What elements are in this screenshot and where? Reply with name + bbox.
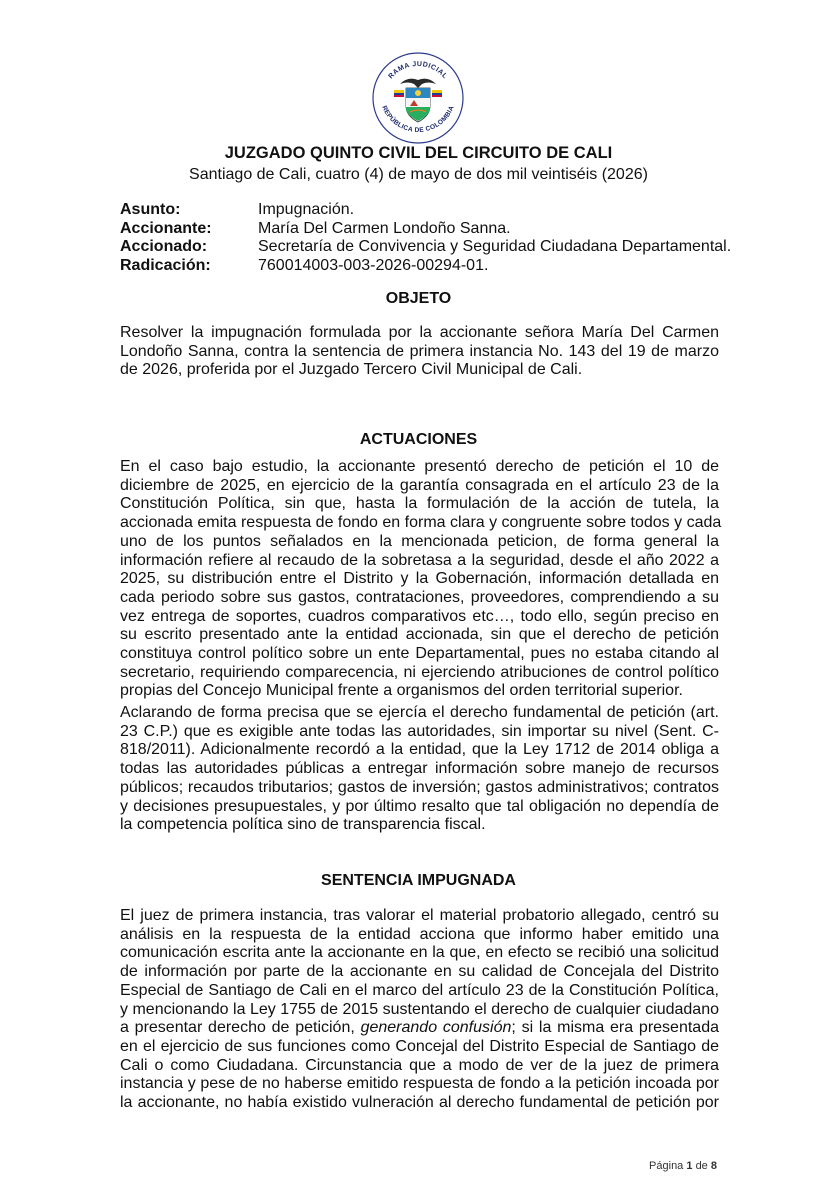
page-current: 1: [686, 1160, 693, 1172]
italic-emphasis: generando confusión: [360, 1019, 512, 1037]
text-line: constituya control político sobre un ente Departamental, pues no estaba citando al: [120, 645, 719, 663]
text-line: Aclarando de forma precisa que se ejercía el derecho fundamental de petición (art.: [120, 704, 719, 721]
text-line: la accionante, no había existido vulneración al derecho fundamental de petición por: [120, 1094, 719, 1112]
paragraph-sentencia: [120, 907, 719, 1113]
text-line: Constitución Política, sin que, hasta la formulación de la acción de tutela, la: [120, 495, 719, 513]
text-line: 2025, su distribución entre el Distrito y la Gobernación, información detallada en: [120, 570, 719, 588]
text-line: análisis en la respuesta de la entidad acciona que informo haber emitido una: [120, 925, 719, 943]
meta-row-asunto: [120, 201, 800, 220]
meta-value: 760014003-003-2026-00294-01.: [258, 256, 489, 274]
text-line: 23 C.P.) que es exigible ante todas las autoridades, sin importar su nivel (Sent. C-: [120, 722, 719, 740]
text-line: la competencia política sino de transparencia fiscal.: [120, 816, 486, 834]
page-of: de: [695, 1160, 708, 1172]
text-line: uno de los puntos señalados en la mencionada peticion, de forma general la: [120, 532, 719, 550]
text-line: Londoño Sanna, contra la sentencia de primera instancia No. 143 del 19 de marzo: [120, 342, 719, 360]
text-line: accionada emita respuesta de fondo en forma clara y congruente sobre todos y cada: [120, 514, 722, 532]
text-line: propias del Concejo Municipal frente a organismos del orden territorial superior.: [120, 682, 683, 700]
text-segment: ; si la misma era presentada: [511, 1019, 719, 1037]
text-line: todas las autoridades públicas a entregar información sobre manejo de recursos: [120, 760, 719, 778]
meta-value: Secretaría de Convivencia y Seguridad Ciudadana Departamental.: [258, 238, 732, 255]
text-line: Especial de Santiago de Cali en el marco del artículo 23 de la Constitución Política,: [120, 981, 719, 999]
paragraph-objeto: [120, 324, 719, 380]
text-line: comunicación escrita ante la accionante en la que, en efecto se recibió una solicitud: [120, 944, 719, 962]
text-line: su escrito presentado ante la entidad accionada, sin que el derecho de petición: [120, 626, 719, 644]
section-heading-sentencia: SENTENCIA IMPUGNADA: [321, 872, 516, 889]
text-line: cada periodo sobre sus gastos, contrataciones, proveedores, comprendiendo a su: [120, 588, 719, 606]
paragraph-actuaciones-2: [120, 704, 719, 835]
court-name: JUZGADO QUINTO CIVIL DEL CIRCUITO DE CALI: [224, 144, 613, 162]
text-line: El juez de primera instancia, tras valorar el material probatorio allegado, centró su: [120, 907, 719, 924]
section-heading-objeto: OBJETO: [385, 290, 452, 307]
text-line: información refiere al recaudo de la sobretasa a la seguridad, desde el año 2022 a: [120, 551, 719, 569]
meta-row-accionado: [120, 238, 800, 257]
text-line: de 2026, proferida por el Juzgado Tercero Civil Municipal de Cali.: [120, 361, 583, 379]
case-metadata: [120, 201, 800, 275]
meta-label: Accionado:: [120, 238, 208, 255]
text-line: secretario, requiriendo comparecencia, ni ejerciendo atribuciones de control político: [120, 663, 719, 681]
coat-of-arms-seal-icon: [370, 50, 466, 146]
text-line: 818/2011). Adicionalmente recordó a la entidad, que la Ley 1712 de 2014 obliga a: [120, 741, 719, 759]
page-number: [649, 1160, 717, 1172]
text-line-mixed: [120, 1019, 719, 1038]
text-line: vez entrega de soportes, cuadros comparativos etc…, todo ello, según preciso en: [120, 607, 719, 625]
section-heading-actuaciones: ACTUACIONES: [359, 431, 478, 448]
text-line: diciembre de 2025, en ejercicio de la garantía consagrada en el artículo 23 de la: [120, 476, 719, 494]
text-line: en el ejercicio de sus funciones como Concejal del Distrito Especial de Santiago de: [120, 1037, 719, 1055]
text-line: de información por parte de la accionante en su calidad de Concejala del Distrito: [120, 963, 719, 981]
text-line: En el caso bajo estudio, la accionante presentó derecho de petición el 10 de: [120, 458, 719, 475]
meta-row-accionante: [120, 220, 800, 239]
text-line: Resolver la impugnación formulada por la accionante señora María Del Carmen: [120, 324, 719, 341]
meta-row-radicacion: [120, 257, 800, 276]
text-line: públicos; recaudos tributarios; gastos de inversión; gastos administrativos; contratos: [120, 778, 719, 796]
text-segment: a presentar derecho de petición,: [120, 1019, 361, 1037]
text-line: y mencionando la Ley 1755 de 2015 sustentando el derecho de cualquier ciudadano: [120, 1000, 719, 1018]
meta-label: Asunto:: [120, 201, 181, 218]
document-date: Santiago de Cali, cuatro (4) de mayo de dos mil veintiséis (2026): [189, 166, 648, 183]
page-total: 8: [710, 1160, 717, 1172]
paragraph-actuaciones-1: [120, 458, 722, 701]
text-line: instancia y pese de no haberse emitido respuesta de fondo a la petición incoada por: [120, 1075, 719, 1093]
meta-label: Radicación:: [120, 256, 211, 274]
text-line: y decisiones presupuestales, y por último resalto que tal obligación no dependía de: [120, 797, 719, 815]
meta-value: Impugnación.: [258, 201, 355, 218]
svg-text:REPÚBLICA DE COLOMBIA: REPÚBLICA DE COLOMBIA: [380, 104, 456, 135]
meta-value: María Del Carmen Londoño Sanna.: [258, 219, 511, 237]
svg-text:RAMA JUDICIAL: RAMA JUDICIAL: [387, 60, 449, 81]
page-word: Página: [649, 1160, 684, 1172]
text-line: Cali o como Ciudadana. Circunstancia que a modo de ver de la juez de primera: [120, 1056, 719, 1074]
meta-label: Accionante:: [120, 219, 212, 237]
